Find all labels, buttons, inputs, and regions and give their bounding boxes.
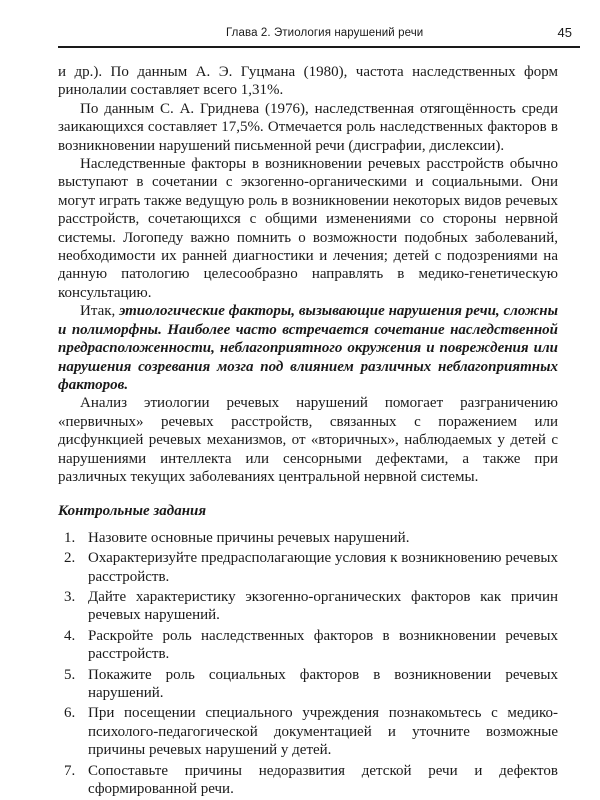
item-number: 4.	[64, 627, 76, 644]
list-item	[58, 666, 558, 703]
item-number: 3.	[64, 588, 76, 605]
item-number: 5.	[64, 666, 76, 683]
conclusion-lead: Итак,	[80, 303, 120, 320]
list-item	[58, 588, 558, 625]
section-title: Контрольные задания	[58, 503, 207, 520]
item-number: 7.	[64, 762, 76, 779]
chapter-title: Глава 2. Этиология нарушений речи	[226, 27, 424, 39]
page-number: 45	[557, 25, 572, 40]
item-text: Назовите основные причины речевых нарушений.	[88, 529, 410, 546]
item-text: Покажите роль социальных факторов в возникновении речевых нарушений.	[88, 666, 558, 701]
list-item	[58, 627, 558, 664]
item-text: Раскройте роль наследственных факторов в возникновении речевых расстройств.	[88, 627, 558, 663]
body-text	[58, 63, 558, 800]
item-text: При посещении специального учреждения познакомьтесь с медико-психолого-педагогической документацией и уточните возможные причины речевых нарушений у детей.	[88, 705, 558, 759]
running-header	[58, 22, 580, 48]
item-text: Охарактеризуйте предрасполагающие условия к возникновению речевых расстройств.	[88, 550, 558, 585]
list-item	[58, 529, 558, 547]
paragraph: Анализ этиологии речевых нарушений помогает разграничению «первичных» речевых расстройств, связанных с поражением или дисфункцией речевых механизмов, от «вторичных», наблюдаемых у детей с нарушениями интеллекта или сенсорными дефектами, а также при различных текущих заболеваниях центральной нервной системы.	[58, 395, 558, 485]
paragraph: По данным С. А. Гриднева (1976), наследственная отягощённость среди заикающихся составляет 17,5%. Отмечается роль наследственных факторов в возникновении нарушений письменной речи (дисграфии, дислексии).	[58, 100, 558, 154]
item-number: 2.	[64, 550, 76, 567]
emphasized-conclusion: этиологические факторы, вызывающие нарушения речи, сложны и полиморфны. Наиболее часто встречается сочетание наследственной предрасположенности, неблагоприятного окружения и повреждения или нарушения созревания мозга под влиянием различных неблагоприятных факторов.	[58, 303, 558, 393]
task-list	[58, 529, 558, 799]
paragraph: Наследственные факторы в возникновении речевых расстройств обычно выступают в сочетании с экзогенно-органическими и социальными. Они могут играть также ведущую роль в возникновении некоторых видов речевых расстройств, сочетающихся с общими изменениями со стороны нервной системы. Логопеду важно помнить о возможности подобных заболеваний, необходимости их ранней диагностики и лечения; детей с подозрениями на данную патологию целесообразно направлять в медико-генетическую консультацию.	[58, 156, 558, 301]
list-item	[58, 704, 558, 759]
item-number: 6.	[64, 705, 76, 722]
item-number: 1.	[64, 529, 76, 546]
item-text: Дайте характеристику экзогенно-органических факторов как причин речевых нарушений.	[88, 588, 558, 624]
item-text: Сопоставьте причины недоразвития детской речи и дефектов сформированной речи.	[88, 762, 558, 798]
list-item	[58, 762, 558, 799]
paragraph: и др.). По данным А. Э. Гуцмана (1980), частота наследственных форм ринолалии составляет всего 1,31%.	[58, 64, 558, 99]
paragraph-conclusion	[58, 302, 558, 394]
list-item	[58, 549, 558, 586]
